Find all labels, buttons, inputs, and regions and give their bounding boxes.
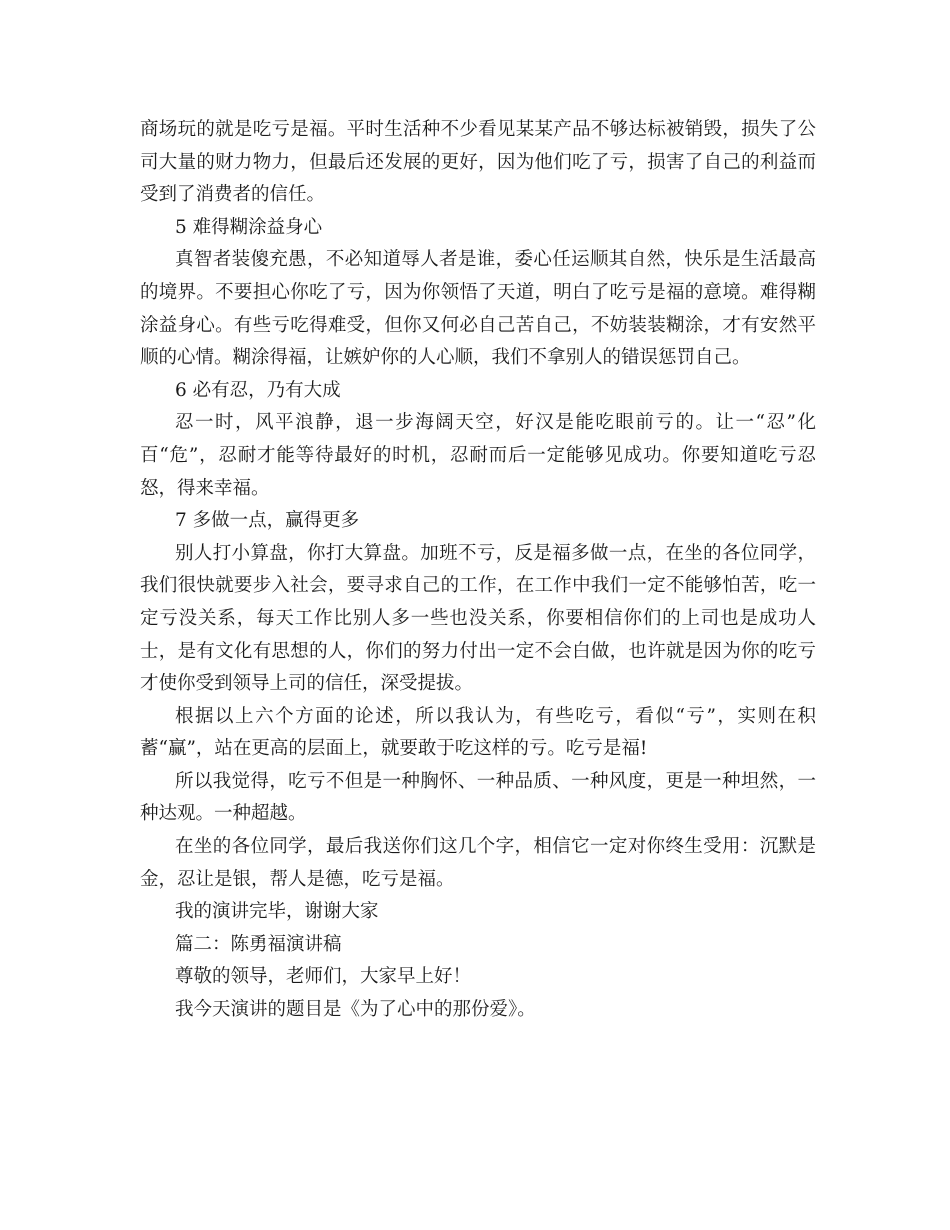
- paragraph-part-two-title: 篇二：陈勇福演讲稿: [175, 933, 342, 955]
- section-heading-5: 5 难得糊涂益身心: [175, 216, 323, 238]
- paragraph-closing-words: 在坐的各位同学，最后我送你们这几个字，相信它一定对你终生受用：沉默是金，忍让是银，帮人是德，吃亏是福。: [140, 836, 816, 890]
- paragraph-topic: 我今天演讲的题目是《为了心中的那份爱》。: [175, 999, 536, 1021]
- section-heading-7: 7 多做一点，赢得更多: [175, 510, 360, 532]
- paragraph-muddle-through: 真智者装傻充愚，不必知道辱人者是谁，委心任运顺其自然，快乐是生活最高的境界。不要担心你吃了亏，因为你领悟了天道，明白了吃亏是福的意境。难得糊涂益身心。有些亏吃得难受，但你又何必自己苦自己，不妨装装糊涂，才有安然平顺的心情。糊涂得福，让嫉妒你的人心顺，我们不拿别人的错误惩罚自己。: [140, 249, 816, 369]
- paragraph-do-more: 别人打小算盘，你打大算盘。加班不亏，反是福多做一点，在坐的各位同学，我们很快就要步入社会，要寻求自己的工作，在工作中我们一定不能够怕苦，吃一定亏没关系，每天工作比别人多一些也没关系，你要相信你们的上司也是成功人士，是有文化有思想的人，你们的努力付出一定不会白做，也许就是因为你的吃亏才使你受到领导上司的信任，深受提拔。: [140, 542, 816, 695]
- paragraph-mall-example: 商场玩的就是吃亏是福。平时生活种不少看见某某产品不够达标被销毁，损失了公司大量的财力物力，但最后还发展的更好，因为他们吃了亏，损害了自己的利益而受到了消费者的信任。: [140, 119, 816, 206]
- paragraph-conclusion: 所以我觉得，吃亏不但是一种胸怀、一种品质、一种风度，更是一种坦然，一种达观。一种超越。: [140, 770, 816, 825]
- document-body: [140, 114, 816, 1027]
- paragraph-summary: 根据以上六个方面的论述，所以我认为，有些吃亏，看似“亏”，实则在积蓄“赢”，站在更高的层面上，就要敢于吃这样的亏。吃亏是福!: [140, 705, 816, 760]
- section-heading-6: 6 必有忍，乃有大成: [175, 379, 341, 401]
- paragraph-greeting: 尊敬的领导，老师们，大家早上好！: [175, 966, 472, 988]
- paragraph-thanks: 我的演讲完毕，谢谢大家: [175, 901, 379, 923]
- paragraph-patience: 忍一时，风平浪静，退一步海阔天空，好汉是能吃眼前亏的。让一“忍”化百“危”，忍耐才能等待最好的时机，忍耐而后一定能够见成功。你要知道吃亏忍怒，得来幸福。: [140, 412, 816, 499]
